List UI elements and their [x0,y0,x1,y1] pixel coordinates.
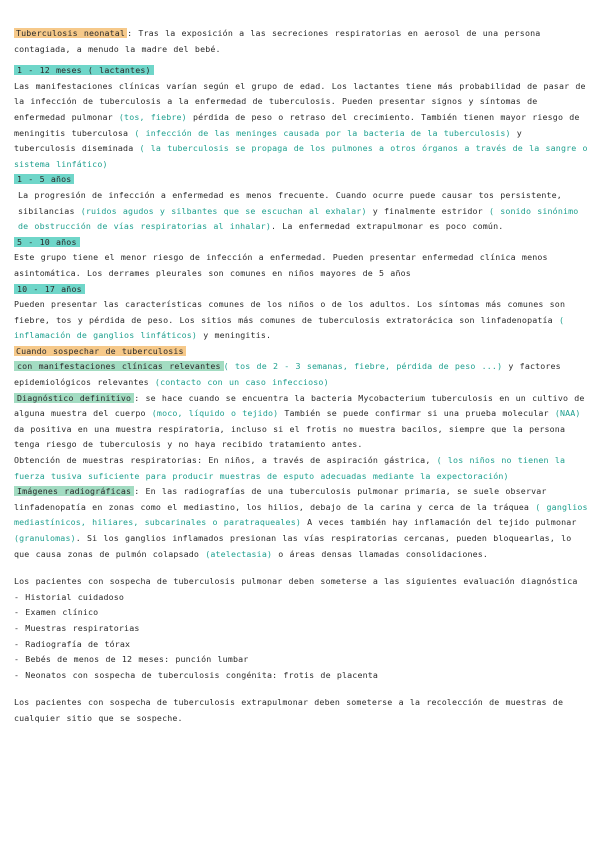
lactantes-paragraph [14,79,588,173]
suspect-teal-a: ( tos de 2 - 3 semanas, fiebre, pérdida de peso ...) [223,361,503,372]
heading-when-to-suspect: Cuando sospechar de tuberculosis [16,345,184,356]
heading-1-5-years: 1 - 5 años [14,174,74,184]
diagnosis-text-a: : se hace cuando se encuentra la bacteria Mycobacterium tuberculosis en un cultivo de alguna muestra del cuerpo [14,392,585,419]
lactantes-text-b: pérdida de peso o retraso del crecimiento. También tienen mayor riesgo de meningitis tuberculosa [14,111,580,138]
neonatal-term: Tuberculosis neonatal [16,28,126,38]
diagnosis-teal-a: (moco, líquido o tejido) [151,408,279,419]
neonatal-paragraph [14,26,588,57]
evaluation-list [14,590,588,684]
extrapulmonary-paragraph: Los pacientes con sospecha de tuberculosis extrapulmonar deben someterse a la recolección de muestras de cualquier sitio que se sospeche. [14,697,564,723]
samples-text: Obtención de muestras respiratorias: En niños, a través de aspiración gástrica, [14,455,437,466]
heading-5-10-years: 5 - 10 años [14,237,80,247]
evaluation-intro: Los pacientes con sospecha de tuberculosis pulmonar deben someterse a las siguientes evaluación diagnóstica [14,576,578,587]
imaging-teal-a: ( ganglios mediastínicos, hiliares, subcarinales o paratraqueales) [14,501,588,528]
list-item: - Muestras respiratorias [14,621,588,637]
list-item: - Examen clínico [14,605,588,621]
lactantes-teal-c: ( la tuberculosis se propaga de los pulmones a otros órganos a través de la sangre o sistema linfático) [14,143,588,169]
imaging-teal-b: (granulomas) [14,533,76,543]
adolescent-text-b: y meningitis. [197,330,272,341]
list-item: - Radiografía de tórax [14,637,588,653]
child-paragraph: Este grupo tiene el menor riesgo de infección a enfermedad. Pueden presentar enfermedad clínica menos asintomática. Los derrames pleurales son comunes en niños mayores de 5 años [14,252,548,278]
imaging-term: Imágenes radiográficas [14,486,134,496]
imaging-text-b: A veces también hay inflamación del tejido pulmonar [300,517,577,528]
samples-teal: ( los niños no tienen la fuerza tusiva suficiente para producir muestras de esputo adecuadas mediante la expectoración) [14,455,566,481]
lactantes-teal-a: (tos, fiebre) [118,111,187,122]
imaging-text-c: . Si los ganglios inflamados presionan las vías respiratorias cercanas, pueden bloquearlas, lo que causa zonas de pulmón colapsado [14,533,572,559]
samples-paragraph [14,453,588,484]
imaging-teal-c: (atelectasia) [205,548,273,559]
diagnosis-text-c: da positiva en una muestra respiratoria, incluso si el frotis no muestra bacilos, siempre que la persona tenga riesgo de tuberculosis y no haya recibido tratamiento antes. [14,423,566,450]
diagnosis-text-b: También se puede confirmar si una prueba molecular [278,408,555,419]
toddler-text-c: . La enfermedad extrapulmonar es poco común. [270,221,504,232]
imaging-paragraph [14,484,588,562]
neonatal-text: : Tras la exposición a las secreciones respiratorias en aerosol de una persona contagiada, a menudo la madre del bebé. [14,28,541,54]
suspect-teal-b: (contacto con un caso infeccioso) [154,377,329,388]
list-item: - Neonatos con sospecha de tuberculosis congénita: frotis de placenta [14,668,588,684]
heading-10-17-years: 10 - 17 años [14,284,85,294]
lactantes-teal-b: ( infección de las meninges causada por la bacteria de la tuberculosis) [134,127,511,138]
toddler-teal-b: ( sonido sinónimo de obstrucción de vías respiratorias al inhalar) [18,205,579,232]
adolescent-teal: ( inflamación de ganglios linfáticos) [14,314,565,341]
toddler-paragraph [14,188,588,235]
list-item: - Historial cuidadoso [14,590,588,606]
list-item: - Bebés de menos de 12 meses: punción lumbar [14,652,588,668]
lactantes-text-c: y tuberculosis diseminada [14,127,522,154]
diagnosis-teal-b: (NAA) [554,408,581,419]
heading-1-12-months: 1 - 12 meses ( lactantes) [14,65,154,75]
diagnosis-term: Diagnóstico definitivo [14,393,134,403]
toddler-teal-a: (ruidos agudos y silbantes que se escuchan al exhalar) [80,205,367,216]
toddler-text-a: La progresión de infección a enfermedad es menos frecuente. Cuando ocurre puede causar tos persistente, sibilancias [18,189,562,216]
adolescent-text: Pueden presentar las características comunes de los niños o de los adultos. Los síntomas más comunes son fiebre, tos y pérdida de peso. Los sitios más comunes de tuberculosis extratorácica son linfadenopatía [14,299,566,325]
toddler-text-b: y finalmente estridor [366,205,489,216]
lactantes-text-a: Las manifestaciones clínicas varían según el grupo de edad. Los lactantes tiene más probabilidad de pasar de la infección de tuberculosis a la enfermedad de tuberculosis. Pueden presentar signos y síntomas de enfermedad pulmonar [14,80,586,122]
suspect-paragraph [14,359,588,390]
imaging-text-d: o áreas densas llamadas consolidaciones. [272,548,489,559]
suspect-text-a: y factores epidemiológicos relevantes [14,361,561,388]
clinical-manifestations-label: con manifestaciones clínicas relevantes [14,361,224,371]
imaging-text-a: : En las radiografías de una tuberculosis pulmonar primaria, se suele observar linfadenopatía en zonas como el mediastino, los hilios, debajo de la carina y cerca de la tráquea [14,486,547,512]
diagnosis-paragraph [14,391,588,453]
adolescent-paragraph [14,297,588,344]
